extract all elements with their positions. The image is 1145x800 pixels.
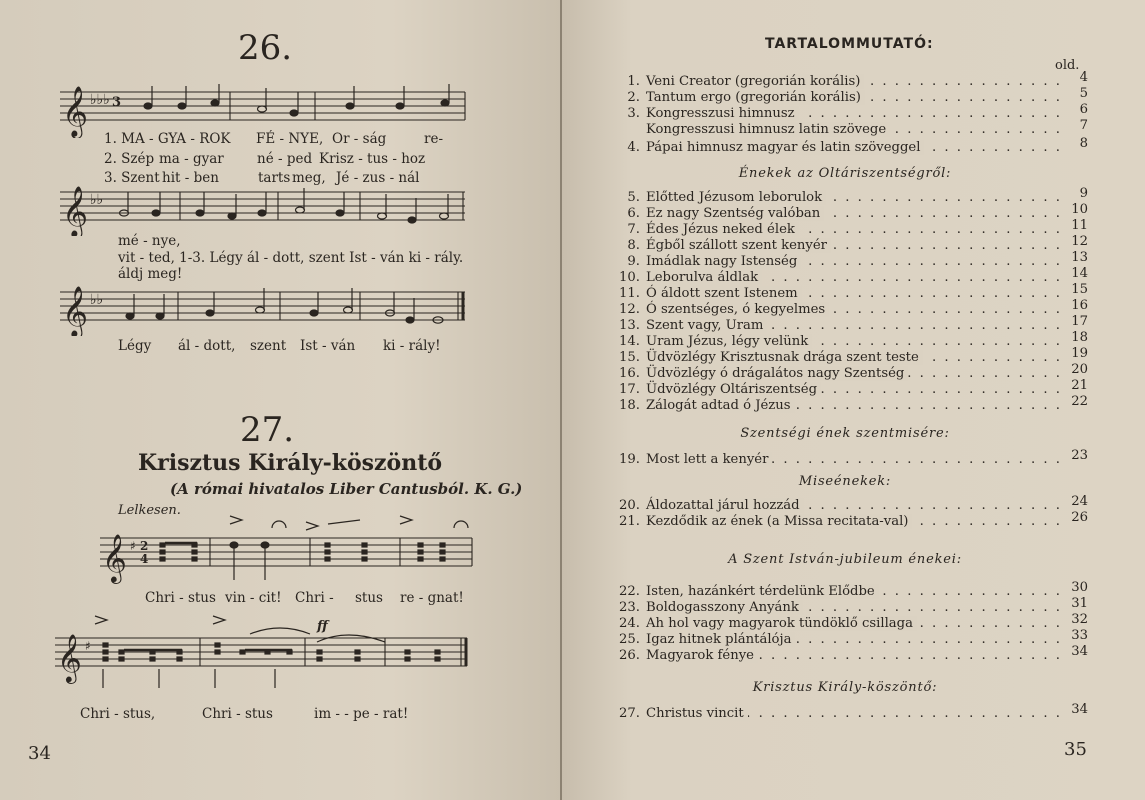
right-page: [562, 0, 1145, 800]
lyric-syllable: hit - ben: [162, 170, 219, 186]
toc-entry-title: Isten, hazánkért térdelünk Elődbe: [646, 584, 879, 599]
toc-entry-page: 6: [1079, 102, 1088, 117]
toc-entry-title: Kongresszusi himnusz latin szövege: [646, 122, 890, 137]
toc-entry-page: 9: [1079, 186, 1088, 201]
music-staff-4: [100, 510, 480, 590]
lyric-syllable: ma - gyar: [159, 151, 224, 167]
toc-entry-title: Leborulva áldlak: [646, 270, 762, 285]
toc-entry: [602, 118, 1088, 138]
toc-entry: [602, 612, 1088, 632]
toc-entry-number: 17.: [619, 382, 640, 397]
toc-entry-number: 9.: [627, 254, 640, 269]
toc-entry: [602, 186, 1088, 206]
lyric-syllable: tarts: [258, 170, 291, 186]
lyric-syllable: Chri - stus: [202, 706, 273, 722]
lyric-syllable: 2. Szép: [104, 151, 155, 167]
toc-entry-title: Zálogát adtad ó Jézus: [646, 398, 795, 413]
toc-entry-page: 7: [1079, 118, 1088, 133]
left-page: [0, 0, 560, 800]
toc-entry-title: Tantum ergo (gregorián korális): [646, 90, 865, 105]
music-staff-2: [60, 180, 470, 236]
song27-lyric-line2: [80, 706, 409, 722]
toc-entry-title: Most lett a kenyér: [646, 452, 772, 467]
toc-entry-page: 32: [1071, 612, 1088, 627]
lyric-syllable: vin - cit!: [225, 590, 282, 606]
toc-entry: [602, 494, 1088, 514]
toc-entry-page: 26: [1071, 510, 1088, 525]
toc-entry-number: 1.: [627, 74, 640, 89]
toc-entry-number: 24.: [619, 616, 640, 631]
svg-text:4: 4: [140, 552, 149, 566]
toc-entry: [602, 596, 1088, 616]
toc-entry-title: Ó szentséges, ó kegyelmes: [646, 302, 829, 317]
page-number-right: 35: [1064, 739, 1087, 760]
toc-title: TARTALOMMUTATÓ:: [765, 36, 934, 52]
lyric-syllable: stus: [355, 590, 383, 606]
toc-entry-number: 11.: [619, 286, 640, 301]
toc-entry-title: Kezdődik az ének (a Missa recitata-val): [646, 514, 912, 529]
toc-entry: [602, 628, 1088, 648]
toc-entry-page: 11: [1071, 218, 1088, 233]
toc-entry-number: 3.: [627, 106, 640, 121]
song-27-number: 27.: [240, 410, 295, 450]
toc-entry-title: Szent vagy, Uram: [646, 318, 767, 333]
song27-lyric-line1: [145, 590, 464, 606]
toc-entry-page: 10: [1071, 202, 1088, 217]
svg-text:♭♭: ♭♭: [90, 292, 104, 308]
toc-entry-title: Kongresszusi himnusz: [646, 106, 799, 121]
lyric-syllable: Krisz - tus - hoz: [319, 151, 426, 167]
toc-entry: [602, 136, 1088, 156]
toc-entry-number: 27.: [619, 706, 640, 721]
toc-entry: [602, 510, 1088, 530]
toc-entry-title: Előtted Jézusom leborulok: [646, 190, 826, 205]
toc-entry-page: 17: [1071, 314, 1088, 329]
svg-text:𝄞: 𝄞: [62, 286, 89, 336]
lyric-syllable: meg,: [292, 170, 326, 186]
toc-entry: [602, 282, 1088, 302]
toc-section-heading: Krisztus Király-köszöntő:: [752, 680, 938, 695]
svg-text:𝄞: 𝄞: [102, 533, 127, 582]
toc-entry-title: Ez nagy Szentség valóban: [646, 206, 824, 221]
toc-entry-number: 4.: [627, 140, 640, 155]
toc-entry: [602, 644, 1088, 664]
toc-entry: [602, 448, 1088, 468]
svg-text:ff: ff: [317, 619, 328, 634]
music-staff-5: [55, 612, 475, 694]
song26-lyric-line2: [104, 151, 426, 167]
toc-entry-number: 23.: [619, 600, 640, 615]
lyric-syllable: 1. MA - GYA - ROK: [104, 131, 231, 147]
toc-entry-number: 5.: [627, 190, 640, 205]
toc-entry: [602, 702, 1088, 722]
toc-entry-number: 19.: [619, 452, 640, 467]
toc-entry: [602, 314, 1088, 334]
lyric-syllable: szent: [250, 338, 287, 354]
toc-entry: [602, 394, 1088, 414]
toc-entry-page: 33: [1071, 628, 1088, 643]
song-27-title: Krisztus Király-köszöntő: [138, 450, 443, 476]
toc-entry-page: 24: [1071, 494, 1088, 509]
toc-section-heading: A Szent István-jubileum énekei:: [728, 552, 962, 567]
toc-entry-title: Üdvözlégy Krisztusnak drága szent teste: [646, 350, 923, 365]
toc-entry: [602, 330, 1088, 350]
svg-text:𝄞: 𝄞: [62, 186, 89, 236]
lyric-syllable: Ist - ván: [300, 338, 356, 354]
lyric-syllable: re - gnat!: [400, 590, 464, 606]
toc-entry-page: 16: [1071, 298, 1088, 313]
toc-entry-page: 22: [1071, 394, 1088, 409]
lyric-syllable: Or - ság: [332, 131, 387, 147]
toc-entry-number: 15.: [619, 350, 640, 365]
toc-entry-number: 25.: [619, 632, 640, 647]
toc-entry-page: 15: [1071, 282, 1088, 297]
toc-entry: [602, 346, 1088, 366]
toc-entry: [602, 86, 1088, 106]
lyric-syllable: re-: [424, 131, 444, 147]
lyric-syllable: ál - dott,: [178, 338, 236, 354]
toc-entry: [602, 362, 1088, 382]
toc-entry-number: 20.: [619, 498, 640, 513]
song26-lyric-line1: [104, 131, 444, 147]
page-number-left: 34: [28, 743, 51, 764]
toc-entry-page: 20: [1071, 362, 1088, 377]
lyric-syllable: Chri - stus,: [80, 706, 156, 722]
svg-text:𝄞: 𝄞: [62, 86, 89, 137]
svg-text:♭♭♭: ♭♭♭: [90, 92, 110, 108]
toc-entry-number: 16.: [619, 366, 640, 381]
toc-entry-number: 22.: [619, 584, 640, 599]
toc-entry-title: Uram Jézus, légy velünk: [646, 334, 812, 349]
toc-entry-title: Édes Jézus neked élek: [646, 222, 799, 237]
toc-entry: [602, 102, 1088, 122]
song26-lyric-line5: vit - ted, 1-3. Légy ál - dott, szent Ist - ván ki - rály.: [118, 250, 464, 266]
toc-entry-page: 30: [1071, 580, 1088, 595]
tempo-marking: Lelkesen.: [118, 503, 181, 518]
toc-entry-number: 10.: [619, 270, 640, 285]
svg-text:♯: ♯: [85, 639, 91, 653]
lyric-syllable: Légy: [118, 338, 152, 354]
toc-entry-title: Veni Creator (gregorián korális): [646, 74, 864, 89]
toc-entry-title: Christus vincit: [646, 706, 748, 721]
toc-entry-page: 18: [1071, 330, 1088, 345]
song26-lyric-line4: mé - nye,: [118, 233, 181, 249]
toc-entry-number: 2.: [627, 90, 640, 105]
toc-entry: [602, 250, 1088, 270]
toc-entry: [602, 378, 1088, 398]
toc-entry: [602, 202, 1088, 222]
song-27-source: (A római hivatalos Liber Cantusból. K. G.): [170, 480, 523, 498]
toc-entry-page: 8: [1079, 136, 1088, 151]
music-staff-3: [60, 280, 470, 336]
lyric-syllable: Chri -: [295, 590, 334, 606]
toc-entry-title: Igaz hitnek plántálója: [646, 632, 795, 647]
toc-entry-page: 31: [1071, 596, 1088, 611]
page-column-label: old.: [1055, 58, 1080, 73]
toc-entry: [602, 234, 1088, 254]
toc-entry-number: 12.: [619, 302, 640, 317]
lyric-syllable: FÉ - NYE,: [256, 131, 324, 147]
toc-entry-page: 34: [1071, 702, 1088, 717]
toc-entry-number: 14.: [619, 334, 640, 349]
music-staff-1: [60, 82, 470, 138]
svg-text:♭♭: ♭♭: [90, 192, 104, 208]
toc-entry-page: 21: [1071, 378, 1088, 393]
toc-entry-number: 21.: [619, 514, 640, 529]
toc-entry-title: Ah hol vagy magyarok tündöklő csillaga: [646, 616, 917, 631]
toc-section-heading: Énekek az Oltáriszentségről:: [738, 166, 952, 181]
toc-entry-title: Üdvözlégy Oltáriszentség: [646, 382, 821, 397]
toc-entry-title: Pápai himnusz magyar és latin szöveggel: [646, 140, 924, 155]
toc-entry-title: Üdvözlégy ó drágalátos nagy Szentség: [646, 366, 908, 381]
toc-entry-page: 34: [1071, 644, 1088, 659]
toc-entry: [602, 218, 1088, 238]
toc-entry-number: 13.: [619, 318, 640, 333]
svg-text:♯: ♯: [130, 539, 136, 553]
svg-text:2: 2: [140, 539, 149, 553]
toc-entry-page: 5: [1079, 86, 1088, 101]
toc-entry-number: 8.: [627, 238, 640, 253]
toc-entry-page: 19: [1071, 346, 1088, 361]
toc-entry-title: Boldogasszony Anyánk: [646, 600, 803, 615]
lyric-syllable: 3. Szent: [104, 170, 160, 186]
svg-text:𝄞: 𝄞: [57, 633, 82, 682]
toc-entry-title: Égből szállott szent kenyér: [646, 238, 831, 253]
toc-entry-title: Áldozattal járul hozzád: [646, 498, 804, 513]
toc-section-heading: Szentségi ének szentmisére:: [740, 426, 950, 441]
toc-entry: [602, 298, 1088, 318]
toc-entry-number: 18.: [619, 398, 640, 413]
toc-entry-title: Ó áldott szent Istenem: [646, 286, 802, 301]
toc-entry: [602, 266, 1088, 286]
toc-entry-page: 4: [1079, 70, 1088, 85]
lyric-syllable: Jé - zus - nál: [336, 170, 420, 186]
toc-section-heading: Miseénekek:: [798, 474, 892, 489]
toc-entry-title: Imádlak nagy Istenség: [646, 254, 801, 269]
toc-entry-page: 12: [1071, 234, 1088, 249]
toc-entry-title: Magyarok fénye: [646, 648, 758, 663]
toc-entry-number: 26.: [619, 648, 640, 663]
song26-lyric-line6: áldj meg!: [118, 266, 183, 282]
lyric-syllable: né - ped: [257, 151, 313, 167]
toc-entry-page: 23: [1071, 448, 1088, 463]
toc-entry-page: 14: [1071, 266, 1088, 281]
toc-entry-number: 6.: [627, 206, 640, 221]
svg-text:3: 3: [112, 95, 122, 110]
song-26-number: 26.: [238, 28, 293, 68]
lyric-syllable: Chri - stus: [145, 590, 216, 606]
lyric-syllable: ki - rály!: [383, 338, 441, 354]
toc-entry: [602, 580, 1088, 600]
toc-entry-number: 7.: [627, 222, 640, 237]
toc-entry-page: 13: [1071, 250, 1088, 265]
toc-entry: [602, 70, 1088, 90]
lyric-syllable: im - - pe - rat!: [314, 706, 409, 722]
song26-lyric-line7: [118, 338, 441, 354]
